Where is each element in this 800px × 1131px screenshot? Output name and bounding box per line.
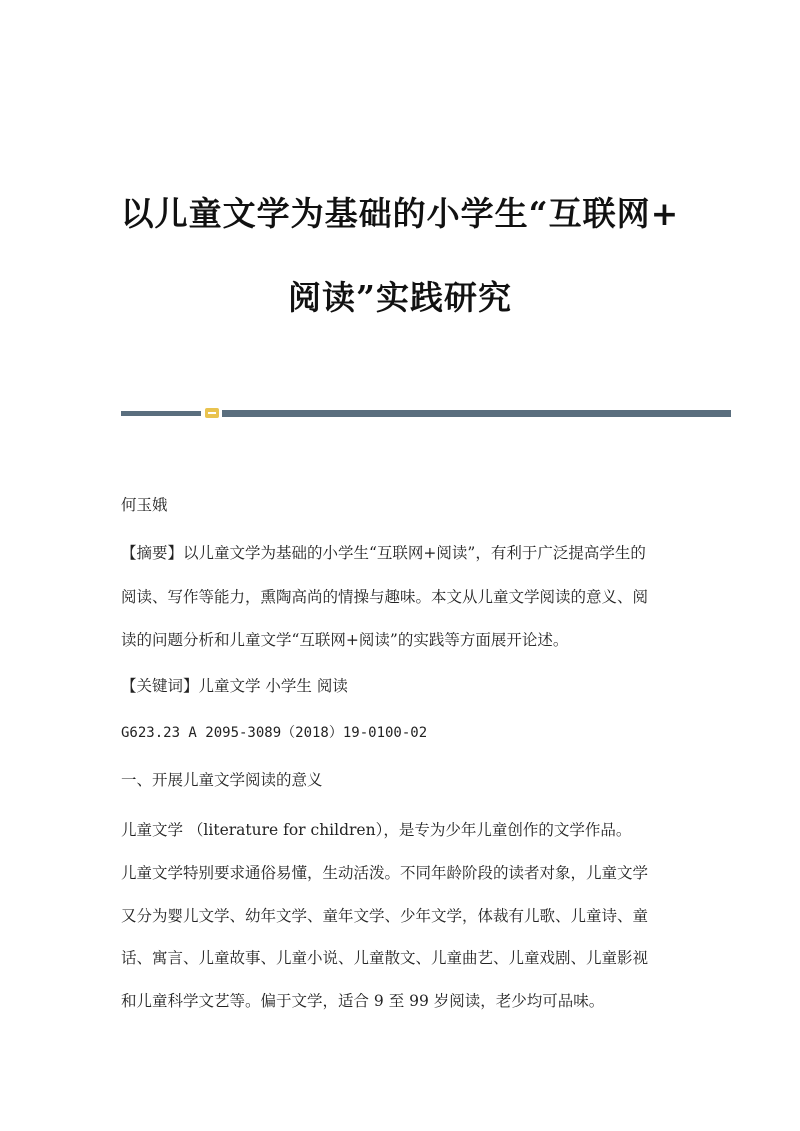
keywords: 【关键词】儿童文学 小学生 阅读 bbox=[121, 677, 348, 695]
abstract-line: 读的问题分析和儿童文学“互联网+阅读”的实践等方面展开论述。 bbox=[121, 631, 569, 649]
title-divider bbox=[121, 409, 731, 417]
abstract-line: 【摘要】以儿童文学为基础的小学生“互联网+阅读”，有利于广泛提高学生的 bbox=[121, 544, 646, 562]
divider-bar-right bbox=[222, 410, 731, 417]
classification-code: G623.23 A 2095-3089（2018）19-0100-02 bbox=[121, 725, 428, 741]
title-line-1: 以儿童文学为基础的小学生“互联网+ bbox=[120, 194, 680, 233]
section-heading: 一、开展儿童文学阅读的意义 bbox=[121, 771, 323, 789]
body-line: 又分为婴儿文学、幼年文学、童年文学、少年文学，体裁有儿歌、儿童诗、童 bbox=[121, 907, 649, 925]
book-emblem-icon bbox=[205, 408, 219, 418]
body-line: 儿童文学特别要求通俗易懂，生动活泼。不同年龄阶段的读者对象，儿童文学 bbox=[121, 864, 649, 882]
divider-bar-left bbox=[121, 411, 201, 416]
body-line: 和儿童科学文艺等。偏于文学，适合 9 至 99 岁阅读，老少均可品味。 bbox=[121, 992, 605, 1010]
body-line: 话、寓言、儿童故事、儿童小说、儿童散文、儿童曲艺、儿童戏剧、儿童影视 bbox=[121, 949, 649, 967]
abstract-line: 阅读、写作等能力，熏陶高尚的情操与趣味。本文从儿童文学阅读的意义、阅 bbox=[121, 588, 649, 606]
title-line-2: 阅读”实践研究 bbox=[288, 278, 512, 317]
author-name: 何玉娥 bbox=[121, 496, 168, 514]
body-line: 儿童文学 （literature for children），是专为少年儿童创作的文学作品。 bbox=[121, 821, 632, 839]
